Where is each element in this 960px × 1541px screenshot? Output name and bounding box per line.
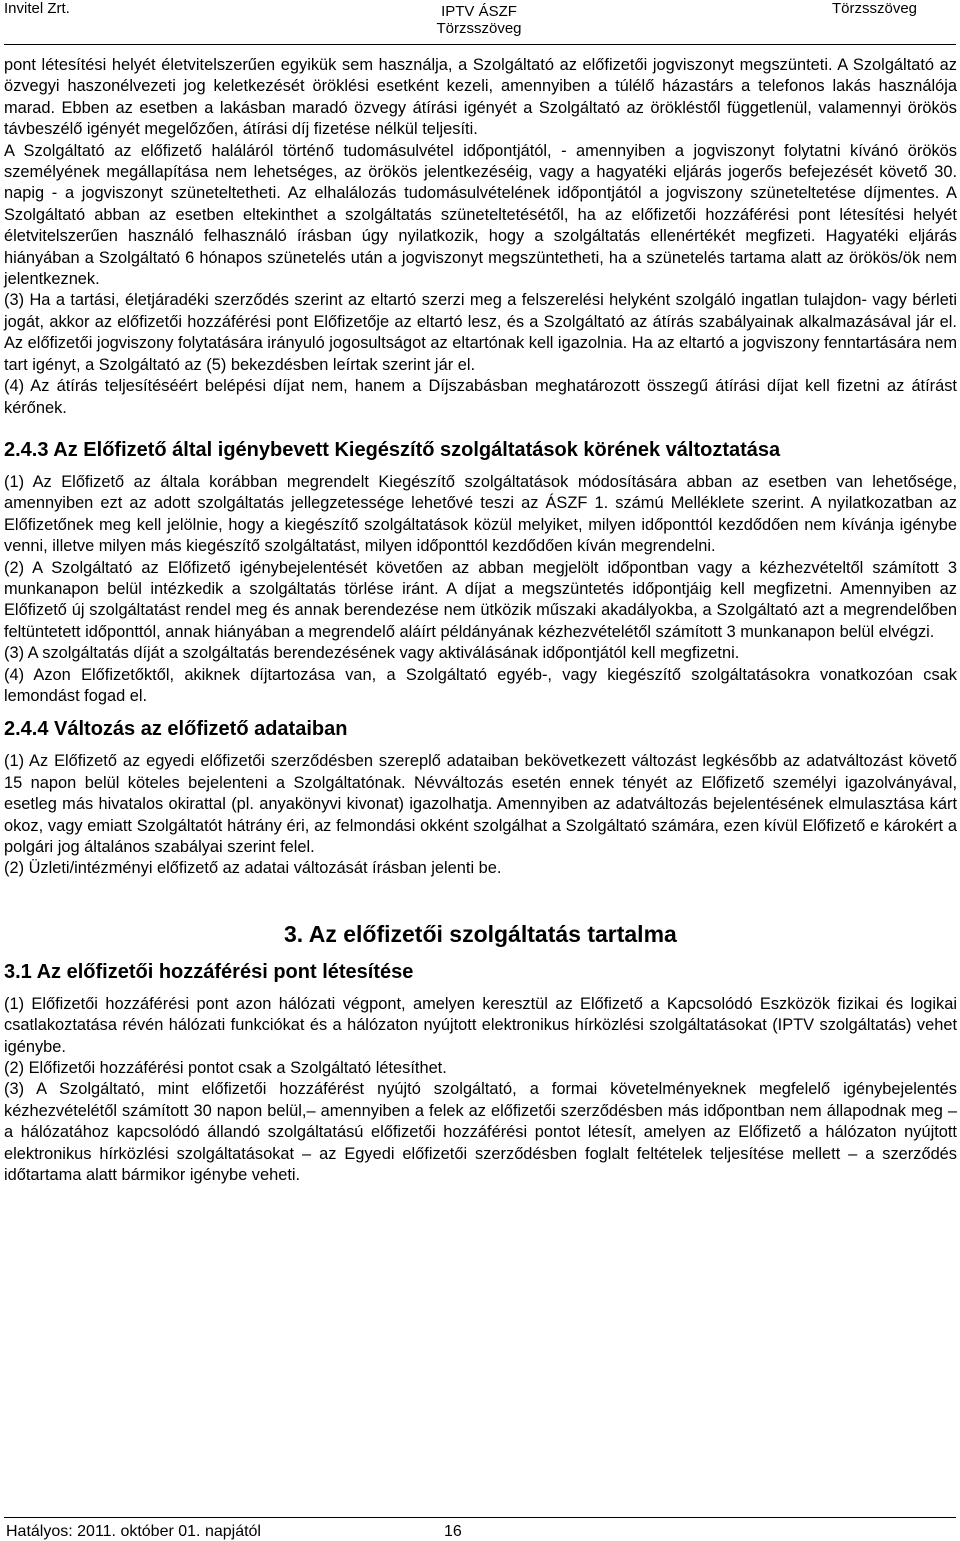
page-header: [0, 0, 960, 46]
header-company: Invitel Zrt.: [4, 0, 70, 17]
section-heading-2-4-4: 2.4.4 Változás az előfizető adataiban: [4, 718, 348, 741]
document-body: [4, 55, 957, 1186]
paragraph: (2) A Szolgáltató az Előfizető igénybejelentését követően az abban megjelölt időpontban vagy a kézhezvételtől számított 3 munkanapon belül intézkedik a szolgáltatás törlése iránt. A díjat a megszüntetés időpontjáig kell megfizetni. Amennyiben az Előfizető új szolgáltatást rendel meg és annak berendezése nem ütközik műszaki akadályokba, a Szolgáltató azt a megrendelőben feltüntetett időponttól, annak hiányában a megrendelő aláírt példányának kézhezvételétől számított 3 munkanapon belül elvégzi.: [4, 558, 957, 641]
header-title-line-2: Törzsszöveg: [436, 20, 522, 37]
page-number: 16: [444, 1523, 462, 1540]
paragraph: (4) Azon Előfizetőktől, akiknek díjtartozása van, a Szolgáltató egyéb-, vagy kiegészítő szolgáltatásokra vonatkozóan csak lemondást fogad el.: [4, 665, 957, 705]
paragraph: (1) Az Előfizető az általa korábban megrendelt Kiegészítő szolgáltatások módosítására abban az esetben van lehetősége, amennyiben ezt az adott szolgáltatás jellegzetessége lehetővé teszi az ÁSZF 1. számú Melléklete szerint. A nyilatkozatban az Előfizetőnek meg kell jelölnie, hogy a kiegészítő szolgáltatások közül melyiket, milyen időponttól kezdődően nem kívánja igénybe venni, illetve milyen más kiegészítő szolgáltatást, milyen időponttól kezdődően kíván megrendelni.: [4, 472, 957, 556]
page-footer: [4, 1517, 956, 1539]
paragraph: (1) Előfizetői hozzáférési pont azon hálózati végpont, amelyen keresztül az Előfizető a Kapcsolódó Eszközök fizikai és logikai csatlakoztatása révén hálózati funkciókat és a hálózaton nyújtott elektronikus hírközlési szolgáltatásokat (IPTV szolgáltatás) vehet igénybe.: [4, 994, 957, 1056]
paragraph: (2) Üzleti/intézményi előfizető az adatai változását írásban jelenti be.: [4, 859, 502, 878]
header-title-line-1: IPTV ÁSZF: [441, 3, 517, 20]
footer-rule: [4, 1517, 956, 1518]
paragraph: (3) A Szolgáltató, mint előfizetői hozzáférést nyújtó szolgáltató, a formai követelményeknek megfelelő igénybejelentés kézhezvételétől számított 30 napon belül,– amennyiben a felek az előfizetői szerződésben más időpontban nem állapodnak meg – a hálózatához kapcsolódó állandó szolgáltatású előfizetői hozzáférési pontot létesít, amelyen az Előfizető a hálózaton nyújtott elektronikus hírközlési szolgáltatásokat – az Egyedi előfizetői szerződésben foglalt feltételek teljesítése mellett – a szerződés időtartama alatt bármikor igénybe veheti.: [4, 1080, 957, 1185]
footer-effective-date: Hatályos: 2011. október 01. napjától: [6, 1523, 261, 1540]
header-section-label: Törzsszöveg: [832, 0, 918, 17]
paragraph: (1) Az Előfizető az egyedi előfizetői szerződésben szereplő adataiban bekövetkezett változást legkésőbb az adatváltozást követő 15 napon belül köteles bejelenteni a Szolgáltatónak. Névváltozás esetén ennek tényét az Előfizető személyi igazolványával, esetleg más hivatalos okirattal (pl. anyakönyvi kivonat) igazolhatja. Amennyiben az adatváltozás bejelentésének elmulasztása kárt okoz, vagy emiatt Szolgáltatót hátrány éri, az felmondási okként szolgálhat a Szolgáltató számára, ezen kívül Előfizető e károkért a polgári jog általános szabályai szerint felel.: [4, 752, 957, 856]
paragraph: (2) Előfizetői hozzáférési pontot csak a Szolgáltató létesíthet.: [4, 1059, 447, 1078]
chapter-heading-3: 3. Az előfizetői szolgáltatás tartalma: [284, 920, 677, 947]
paragraph: pont létesítési helyét életvitelszerűen egyikük sem használja, a Szolgáltató az előfizetői jogviszonyt megszünteti. A Szolgáltató az özvegyi haszonélvezeti jog keletkezését öröklési esetként kezeli, amennyiben a túlélő házastárs a telefonos lakás használója marad. Ebben az esetben a lakásban maradó özvegy átírási igényét a Szolgáltató az örökléstől függetlenül, valamennyi örökös távbeszélő igényét megelőzően, átírási díj fizetése nélkül teljesíti.: [4, 56, 957, 139]
paragraph: (4) Az átírás teljesítéséért belépési díjat nem, hanem a Díjszabásban meghatározott összegű átírási díjat kell fizetni az átírást kérőnek.: [4, 377, 957, 417]
section-heading-2-4-3: 2.4.3 Az Előfizető által igénybevett Kiegészítő szolgáltatások körének változtatása: [4, 438, 781, 461]
header-document-title: [424, 3, 534, 37]
paragraph: A Szolgáltató az előfizető haláláról történő tudomásulvétel időpontjától, - amennyiben a jogviszonyt folytatni kívánó örökös személyének megállapítása nem lehetséges, az örökös jelentkezéséig, vagy a hagyatéki eljárás jogerős befejezését követő 30. napig - a jogviszonyt szüneteltetheti. Az elhalálozás tudomásulvételének időpontjától a jogviszony szüneteltetése díjmentes. A Szolgáltató abban az esetben eltekinthet a szolgáltatás szüneteltetésétől, ha az előfizetői hozzáférési pont létesítési helyét életvitelszerűen használó felhasználó írásban úgy nyilatkozik, hogy a szolgáltatás ellenértékét megfizeti. Hagyatéki eljárás hiányában a Szolgáltató 6 hónapos szünetelés után a jogviszonyt megszüntetheti, ha a szünetelés tartama alatt az örökös/ök nem jelentkeznek.: [4, 141, 957, 289]
section-heading-3-1: 3.1 Az előfizetői hozzáférési pont létesítése: [4, 960, 414, 983]
header-rule: [4, 44, 956, 45]
paragraph: (3) A szolgáltatás díját a szolgáltatás berendezésének vagy aktiválásának időpontjától kell megfizetni.: [4, 644, 740, 663]
paragraph: (3) Ha a tartási, életjáradéki szerződés szerint az eltartó szerzi meg a felszerelési helyként szolgáló ingatlan tulajdon- vagy bérleti jogát, akkor az előfizetői hozzáférési pont Előfizetője az eltartó lesz, és a Szolgáltató az átírás szabályainak alkalmazásával jár el. Az előfizetői jogviszony folytatására irányuló jogosultságot az eltartónak kell igazolnia. Ha az eltartó a jogviszony fenntartására nem tart igényt, a Szolgáltató az (5) bekezdésben leírtak szerint jár el.: [4, 291, 957, 374]
